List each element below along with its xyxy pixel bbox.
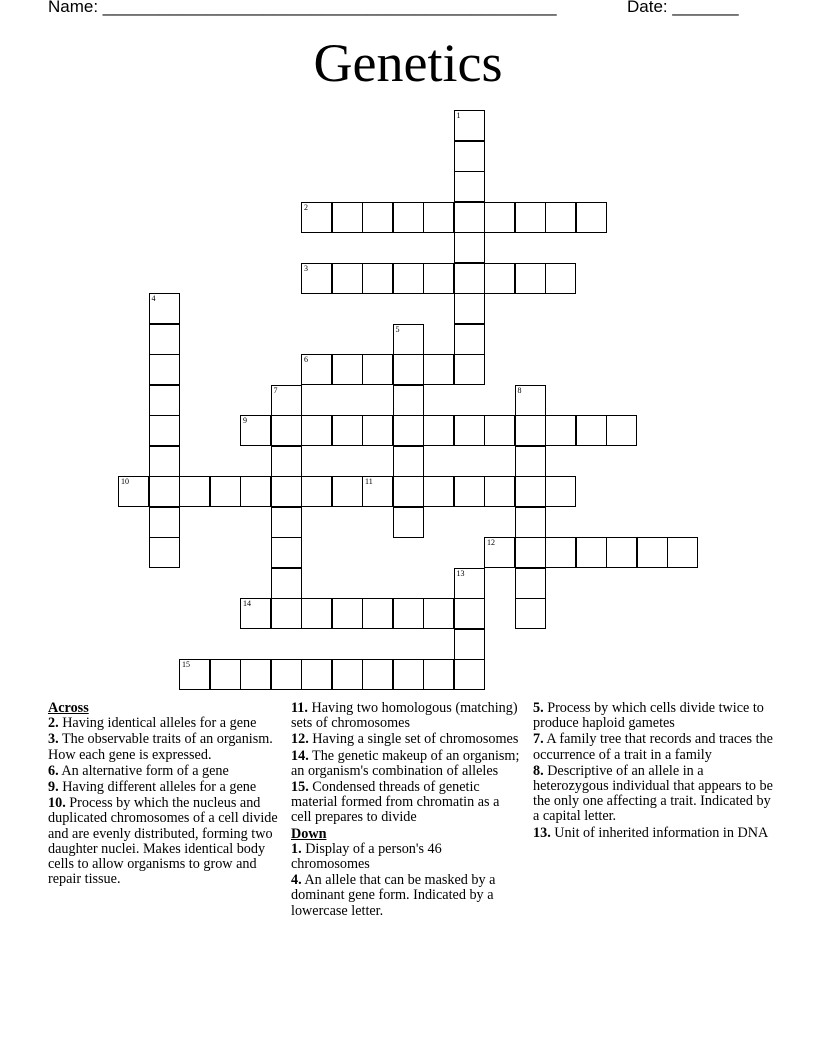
crossword-cell[interactable] [271,415,302,446]
crossword-cell[interactable] [484,537,515,568]
clue-number-label: 13 [456,568,465,578]
down-heading: Down [291,825,327,842]
clue-text: An alternative form of a gene [61,762,229,779]
crossword-cell[interactable] [362,415,393,446]
clue-across-14 [291,749,523,779]
crossword-cell[interactable] [515,415,546,446]
crossword-cell[interactable] [271,476,302,507]
crossword-cell[interactable] [454,110,485,141]
crossword-cell[interactable] [637,537,668,568]
crossword-cell[interactable] [454,354,485,385]
crossword-cell[interactable] [576,202,607,233]
crossword-cell[interactable] [149,324,180,355]
crossword-cell[interactable] [362,202,393,233]
clue-across-3 [48,732,280,762]
clues-column-2 [291,701,523,920]
crossword-cell[interactable] [454,293,485,324]
clue-number-label: 1 [456,111,461,120]
clues-column-1 [48,701,280,888]
clue-number-label: 6 [304,355,308,364]
clue-number-label: 14 [243,599,251,608]
crossword-cell[interactable] [454,232,485,263]
crossword-cell[interactable] [454,415,485,446]
crossword-cell[interactable] [423,415,454,446]
clue-text: A family tree that records and traces the occurrence of a trait in a family [533,731,773,763]
crossword-cell[interactable] [484,202,515,233]
crossword-cell[interactable] [301,415,332,446]
crossword-cell[interactable] [393,202,424,233]
clue-text: Condensed threads of genetic material formed from chromatin as a cell prepares to divide [291,779,500,826]
crossword-cell[interactable] [149,446,180,477]
crossword-cell[interactable] [454,324,485,355]
clue-number: 15. [291,779,309,796]
crossword-cell[interactable] [271,598,302,629]
clue-number: 1. [291,840,302,857]
crossword-cell[interactable] [454,141,485,172]
clue-down-13 [533,826,773,841]
crossword-cell[interactable] [393,446,424,477]
crossword-cell[interactable] [454,598,485,629]
clue-down-4 [291,873,523,919]
clue-number: 8. [533,762,544,779]
clue-number: 3. [48,731,59,748]
crossword-cell[interactable] [545,415,576,446]
crossword-cell[interactable] [515,385,546,416]
name-field-label: Name: ________________________________________________ [48,0,557,16]
crossword-cell[interactable] [576,537,607,568]
crossword-cell[interactable] [271,385,302,416]
crossword-cell[interactable] [484,476,515,507]
crossword-cell[interactable] [393,659,424,690]
clue-text: Having identical alleles for a gene [62,715,257,732]
crossword-cell[interactable] [423,476,454,507]
clue-across-10 [48,796,280,887]
crossword-cell[interactable] [545,263,576,294]
clue-number: 5. [533,700,544,716]
date-field-label: Date: _______ [627,0,739,16]
clue-number: 7. [533,731,544,748]
clue-text: Display of a person's 46 chromosomes [291,840,442,873]
crossword-cell[interactable] [149,476,180,507]
crossword-cell[interactable] [515,476,546,507]
crossword-cell[interactable] [332,659,363,690]
crossword-cell[interactable] [423,598,454,629]
clue-across-11 [291,701,523,731]
crossword-cell[interactable] [118,476,149,507]
clue-number-label: 7 [273,385,278,395]
clue-number: 13. [533,824,551,841]
crossword-cell[interactable] [271,568,302,599]
clue-across-2 [48,716,280,731]
crossword-cell[interactable] [362,354,393,385]
crossword-cell[interactable] [240,476,271,507]
crossword-cell[interactable] [301,202,332,233]
clue-number: 11. [291,700,308,716]
clue-number-label: 3 [304,263,308,273]
crossword-cell[interactable] [332,354,363,385]
crossword-cell[interactable] [332,415,363,446]
crossword-cell[interactable] [149,415,180,446]
crossword-cell[interactable] [332,263,363,294]
crossword-cell[interactable] [423,263,454,294]
page-title: Genetics [313,33,503,93]
crossword-cell[interactable] [515,598,546,629]
crossword-cell[interactable] [454,629,485,660]
crossword-cell[interactable] [149,354,180,385]
clue-number: 14. [291,747,309,764]
crossword-cell[interactable] [484,263,515,294]
crossword-cell[interactable] [393,507,424,538]
clue-down-1 [291,842,523,872]
crossword-cell[interactable] [484,415,515,446]
clue-text: Unit of inherited information in DNA [554,824,769,841]
clue-number: 10. [48,795,66,812]
clue-text: The genetic makeup of an organism; an organism's combination of alleles [291,747,520,779]
crossword-cell[interactable] [301,263,332,294]
crossword-cell[interactable] [301,354,332,385]
crossword-cell[interactable] [149,537,180,568]
crossword-cell[interactable] [393,263,424,294]
crossword-cell[interactable] [271,507,302,538]
clue-text: Process by which cells divide twice to produce haploid gametes [533,700,764,732]
crossword-cell[interactable] [393,385,424,416]
clues-column-3 [533,701,773,842]
clue-number-label: 8 [517,385,522,395]
clue-number-label: 2 [304,202,308,212]
crossword-cell[interactable] [423,354,454,385]
crossword-cell[interactable] [362,476,393,507]
crossword-cell[interactable] [393,476,424,507]
clue-across-9 [48,780,280,795]
clue-number: 9. [48,779,59,796]
clue-text: The observable traits of an organism. How each gene is expressed. [48,731,273,763]
clue-number-label: 15 [182,660,190,669]
clue-number-label: 9 [243,416,247,425]
clue-text: Having two homologous (matching) sets of chromosomes [291,700,518,732]
clue-text: An allele that can be masked by a dominant gene form. Indicated by a lowercase letter. [291,872,496,919]
crossword-cell[interactable] [576,415,607,446]
crossword-cell[interactable] [454,476,485,507]
crossword-cell[interactable] [271,446,302,477]
crossword-cell[interactable] [545,202,576,233]
crossword-cell[interactable] [393,415,424,446]
clue-number-label: 5 [395,324,400,334]
clue-number: 12. [291,731,309,748]
clue-across-12 [291,732,523,747]
clue-text: Having a single set of chromosomes [312,731,519,748]
crossword-cell[interactable] [179,659,210,690]
crossword-cell[interactable] [545,476,576,507]
clue-down-5 [533,701,773,731]
crossword-cell[interactable] [149,507,180,538]
crossword-cell[interactable] [301,659,332,690]
crossword-cell[interactable] [240,598,271,629]
crossword-cell[interactable] [667,537,698,568]
clue-number: 4. [291,872,302,889]
clue-number: 2. [48,715,59,732]
clue-across-15 [291,780,523,826]
clue-number-label: 10 [121,477,129,486]
crossword-cell[interactable] [301,598,332,629]
crossword-cell[interactable] [149,385,180,416]
crossword-cell[interactable] [393,324,424,355]
crossword-cell[interactable] [454,659,485,690]
crossword-cell[interactable] [362,659,393,690]
crossword-cell[interactable] [423,659,454,690]
clue-text: Process by which the nucleus and duplicated chromosomes of a cell divide and are evenly distributed, forming two daughter nuclei. Makes identical body cells to allow organisms to grow and repair tissue. [48,795,278,888]
crossword-cell[interactable] [210,659,241,690]
crossword-cell[interactable] [179,476,210,507]
crossword-cell[interactable] [606,415,637,446]
crossword-cell[interactable] [393,598,424,629]
crossword-cell[interactable] [271,537,302,568]
crossword-cell[interactable] [393,354,424,385]
clue-text: Having different alleles for a gene [62,779,257,796]
crossword-cell[interactable] [301,476,332,507]
crossword-cell[interactable] [332,202,363,233]
crossword-cell[interactable] [454,171,485,202]
across-heading: Across [48,700,89,716]
clue-across-6 [48,764,280,779]
crossword-cell[interactable] [332,598,363,629]
crossword-cell[interactable] [362,263,393,294]
crossword-cell[interactable] [210,476,241,507]
crossword-cell[interactable] [240,659,271,690]
crossword-cell[interactable] [423,202,454,233]
clue-number-label: 12 [487,538,495,547]
clue-number-label: 4 [151,294,156,303]
clue-number-label: 11 [365,477,373,486]
clue-down-8 [533,764,773,825]
crossword-cell[interactable] [515,202,546,233]
crossword-cell[interactable] [515,263,546,294]
crossword-cell[interactable] [515,568,546,599]
crossword-cell[interactable] [606,537,637,568]
clue-down-7 [533,732,773,762]
crossword-cell[interactable] [454,202,485,233]
crossword-cell[interactable] [332,476,363,507]
crossword-cell[interactable] [515,507,546,538]
crossword-cell[interactable] [454,568,485,599]
crossword-cell[interactable] [149,293,180,324]
crossword-cell[interactable] [515,446,546,477]
crossword-cell[interactable] [271,659,302,690]
crossword-cell[interactable] [545,537,576,568]
crossword-cell[interactable] [240,415,271,446]
clue-text: Descriptive of an allele in a heterozygous individual that appears to be the only one affecting a trait. Indicated by a capital letter. [533,762,773,825]
crossword-cell[interactable] [515,537,546,568]
crossword-cell[interactable] [454,263,485,294]
clue-number: 6. [48,762,59,779]
crossword-cell[interactable] [362,598,393,629]
